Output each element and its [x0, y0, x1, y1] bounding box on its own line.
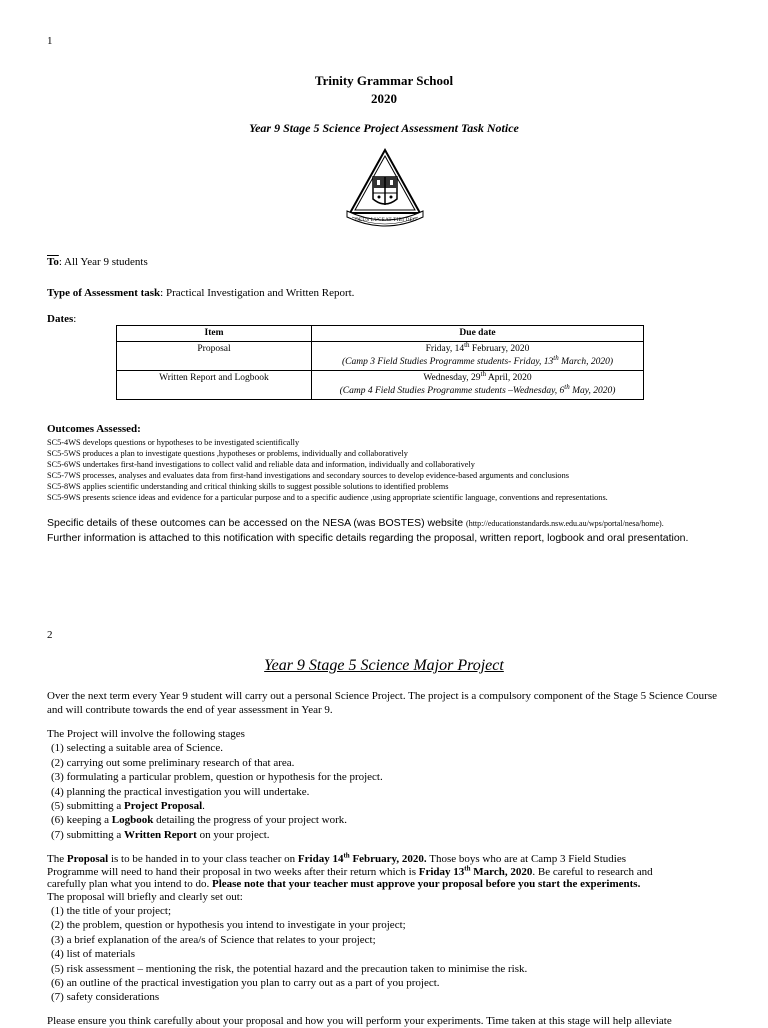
- stage-text: (4) planning the practical investigation you will undertake.: [51, 785, 310, 798]
- table-cell-due: [312, 371, 644, 400]
- to-label: $\overline{To}$: [47, 256, 59, 268]
- stage-text: detailing the progress of your project work.: [153, 814, 348, 827]
- outcome-item: SC5-7WS processes, analyses and evaluates data from first-hand investigations and secondary sources to develop evidence-based arguments and conclusions: [47, 471, 569, 480]
- due-date-text: February, 2020: [469, 344, 530, 354]
- dates-label: Dates: [47, 313, 74, 325]
- list-item: (1) the title of your project;: [51, 905, 172, 917]
- specific-details-text: Specific details of these outcomes can be accessed on the NESA (was BOSTES) website: [47, 517, 467, 529]
- project-title: Year 9 Stage 5 Science Major Project: [264, 657, 504, 674]
- stage-text: (7) submitting a: [51, 828, 125, 841]
- due-note-text: (Camp 3 Field Studies Programme students- Friday, 13: [342, 357, 554, 367]
- list-item: (7) safety considerations: [51, 991, 160, 1004]
- stage-text: (6) keeping a: [51, 814, 112, 827]
- list-item: [47, 813, 383, 827]
- outcomes-title: Outcomes Assessed:: [47, 423, 141, 435]
- table-header-item: Item: [117, 326, 312, 342]
- list-item: [47, 799, 383, 813]
- to-line: [47, 256, 148, 268]
- table-cell-item: Written Report and Logbook: [117, 371, 312, 400]
- to-value: : All Year 9 students: [58, 256, 148, 268]
- outcomes-list: [47, 437, 608, 503]
- specific-details: [47, 516, 688, 545]
- assessment-type-line: [47, 287, 354, 299]
- table-header-due-date: Due date: [312, 326, 644, 342]
- table-header-row: [117, 326, 644, 342]
- proposal-text: Programme will need to hand their proposal in two weeks after their return which is: [47, 865, 419, 878]
- stage-text: (2) carrying out some preliminary research of that area.: [51, 756, 295, 769]
- proposal-date-sup: th: [464, 863, 471, 872]
- proposal-text: Those boys who are at Camp 3 Field Studies: [426, 853, 626, 865]
- due-note-sup: th: [553, 353, 559, 362]
- outcome-item: SC5-5WS produces a plan to investigate questions ,hypotheses or problems, individually and collaboratively: [47, 449, 408, 458]
- assessment-type-value: : Practical Investigation and Written Report.: [160, 287, 355, 299]
- stage-text: (3) formulating a particular problem, question or hypothesis for the project.: [51, 771, 383, 784]
- table-cell-item: Proposal: [117, 342, 312, 371]
- outcome-item: SC5-4WS develops questions or hypotheses to be investigated scientifically: [47, 438, 300, 447]
- proposal-date: Friday 14: [297, 853, 344, 865]
- stage-bold: Project Proposal: [124, 800, 203, 813]
- proposal-date: February, 2020.: [349, 853, 427, 865]
- proposal-date-sup: th: [343, 851, 350, 860]
- assessment-type-label: Type of Assessment task: [47, 287, 161, 299]
- approval-note: Please note that your teacher must approve your proposal before you start the experiments.: [211, 878, 641, 890]
- stage-bold: Written Report: [124, 828, 197, 841]
- notice-title: Year 9 Stage 5 Science Project Assessment Task Notice: [249, 121, 519, 135]
- list-item: [47, 785, 383, 799]
- stages-intro: The Project will involve the following stages: [47, 728, 245, 740]
- stages-list: [47, 727, 383, 842]
- list-item: (3) a brief explanation of the area/s of Science that relates to your project;: [51, 933, 376, 946]
- due-date-sup: th: [480, 369, 486, 378]
- outcome-item: SC5-6WS undertakes first-hand investigations to collect valid and reliable data and information, individually and collaboratively: [47, 460, 475, 469]
- proposal-items-list: [47, 904, 527, 1005]
- page-number: 2: [47, 629, 53, 641]
- list-item: [47, 741, 383, 755]
- list-item: [47, 756, 383, 770]
- dates-colon: :: [73, 313, 77, 325]
- list-item: (2) the problem, question or hypothesis you intend to investigate in your project;: [51, 919, 406, 932]
- dates-table: [116, 325, 644, 400]
- proposal-text: The: [47, 853, 67, 865]
- table-row: [117, 371, 644, 400]
- nesa-website-link[interactable]: (http://educationstandards.nsw.edu.au/wps/portal/nesa/home).: [466, 519, 664, 528]
- proposal-date: Friday 13: [418, 865, 465, 878]
- stage-text: (5) submitting a: [51, 800, 125, 813]
- outcome-item: SC5-9WS presents science ideas and evidence for a particular purpose and to a specific audience ,using appropriate scientific language, conventions and representations.: [47, 493, 608, 502]
- stage-text: (1) selecting a suitable area of Science.: [51, 742, 223, 755]
- proposal-text: carefully plan what you intend to do.: [47, 878, 212, 890]
- further-info-text: Further information is attached to this notification with specific details regarding the proposal, written report, logbook and oral presentation.: [47, 532, 689, 544]
- table-cell-due: [312, 342, 644, 371]
- proposal-text: . Be careful to research and: [532, 865, 653, 878]
- list-item: (4) list of materials: [51, 948, 136, 961]
- intro-paragraph: Over the next term every Year 9 student will carry out a personal Science Project. The project is a compulsory component of the Stage 5 Science Course and will contribute towards the end of year assessment in Year 9.: [47, 690, 717, 716]
- dates-line: [47, 313, 76, 325]
- due-note-text: May, 2020): [569, 386, 616, 396]
- closing-paragraph: Please ensure you think carefully about your proposal and how you will perform your experiments. Time taken at this stage will help alleviate: [47, 1015, 672, 1027]
- due-date-sup: th: [464, 340, 470, 349]
- school-name: Trinity Grammar School: [314, 73, 454, 88]
- stage-text: .: [202, 800, 205, 813]
- due-note-sup: th: [564, 382, 570, 391]
- stage-text: on your project.: [196, 828, 270, 841]
- page-number: 1: [47, 35, 53, 47]
- stage-bold: Logbook: [111, 814, 154, 827]
- proposal-text: is to be handed in to your class teacher on: [108, 853, 298, 865]
- list-item: (6) an outline of the practical investigation you plan to carry out as a part of you project.: [51, 977, 440, 990]
- due-date-text: Friday, 14: [425, 344, 465, 354]
- proposal-text: The proposal will briefly and clearly set out:: [47, 890, 243, 903]
- due-date-text: April, 2020: [485, 373, 532, 383]
- year-heading: 2020: [371, 91, 397, 106]
- proposal-paragraph: [47, 853, 653, 903]
- crest-motto: DEUS LUCEAT TIBI DEO: [355, 218, 417, 223]
- list-item: [47, 828, 383, 842]
- list-item: (5) risk assessment – mentioning the risk, the potential hazard and the precaution taken to minimise the risk.: [51, 962, 528, 975]
- list-item: [47, 770, 383, 784]
- due-note-text: March, 2020): [558, 357, 613, 367]
- outcome-item: SC5-8WS applies scientific understanding and critical thinking skills to suggest possible solutions to identified problems: [47, 482, 449, 491]
- due-note-text: (Camp 4 Field Studies Programme students –Wednesday, 6: [339, 386, 565, 396]
- due-date-text: Wednesday, 29: [423, 373, 481, 383]
- table-row: [117, 342, 644, 371]
- proposal-date: March, 2020: [470, 865, 533, 878]
- proposal-bold: Proposal: [66, 853, 109, 865]
